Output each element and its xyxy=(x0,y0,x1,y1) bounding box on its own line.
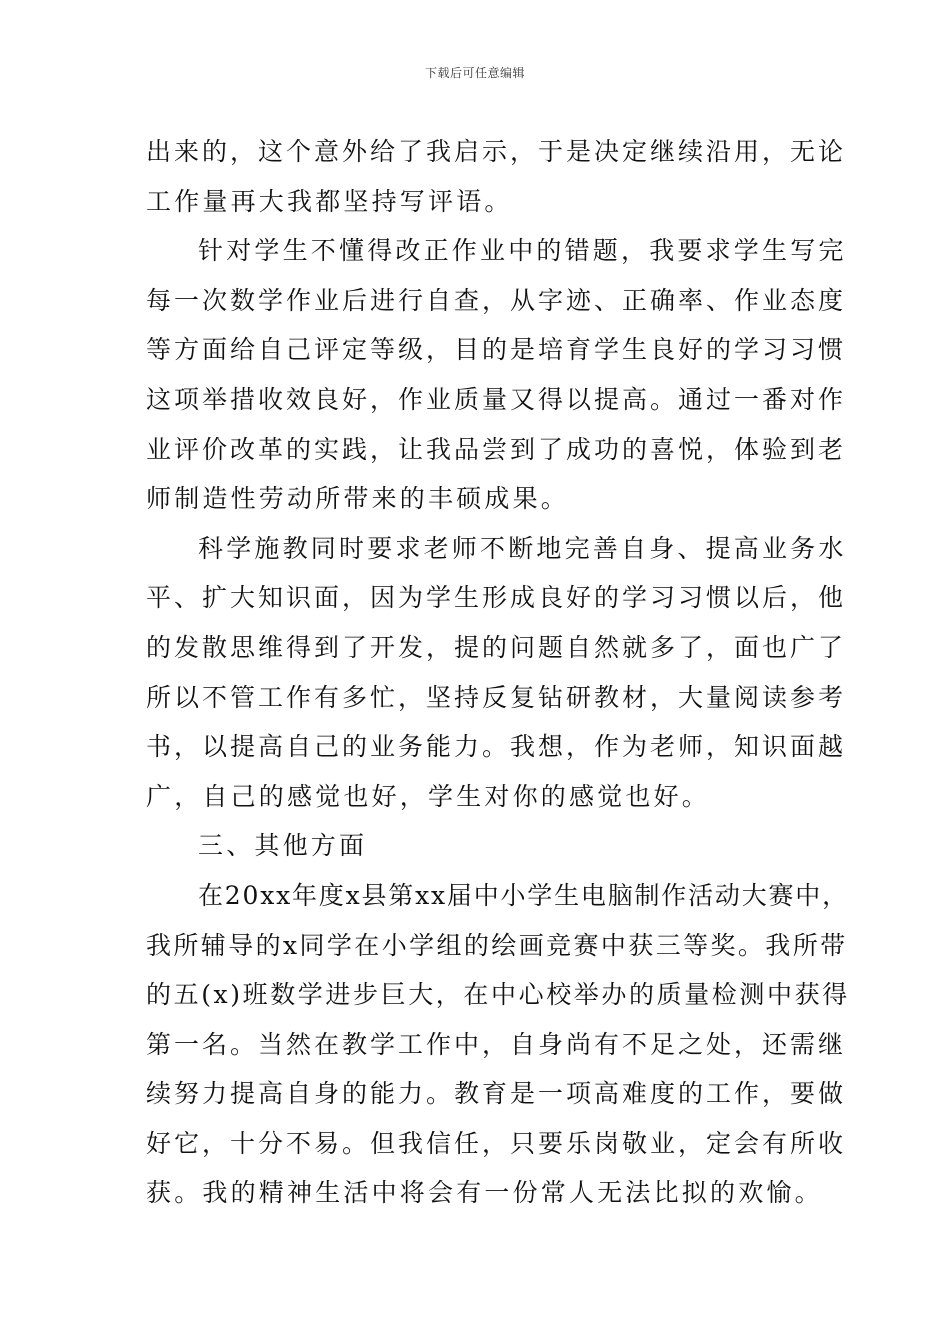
text-line: 续努力提高自身的能力。教育是一项高难度的工作，要做 xyxy=(146,1079,847,1109)
text-line: 科学施教同时要求老师不断地完善自身、提高业务水 xyxy=(198,533,847,563)
text-line: 师制造性劳动所带来的丰硕成果。 xyxy=(146,484,570,514)
text-line: 的五(x)班数学进步巨大，在中心校举办的质量检测中获得 xyxy=(146,980,850,1010)
text-line: 的发散思维得到了开发，提的问题自然就多了，面也广了 xyxy=(146,632,847,662)
text-line: 三、其他方面 xyxy=(198,831,368,861)
text-line: 工作量再大我都坚持写评语。 xyxy=(146,186,513,216)
text-line: 针对学生不懂得改正作业中的错题，我要求学生写完 xyxy=(198,236,847,266)
text-line: 等方面给自己评定等级，目的是培育学生良好的学习习惯 xyxy=(146,335,847,365)
text-line: 出来的，这个意外给了我启示，于是决定继续沿用，无论 xyxy=(146,137,847,166)
document-body xyxy=(146,127,850,1218)
text-line: 广，自己的感觉也好，学生对你的感觉也好。 xyxy=(146,781,711,811)
text-line: 书，以提高自己的业务能力。我想，作为老师，知识面越 xyxy=(146,732,847,762)
text-line: 好它，十分不易。但我信任，只要乐岗敬业，定会有所收 xyxy=(146,1128,847,1158)
text-line: 这项举措收效良好，作业质量又得以提高。通过一番对作 xyxy=(146,384,847,414)
text-line: 每一次数学作业后进行自查，从字迹、正确率、作业态度 xyxy=(146,285,847,315)
text-line: 在20xx年度x县第xx届中小学生电脑制作活动大赛中， xyxy=(198,880,849,910)
text-line: 所以不管工作有多忙，坚持反复钻研教材，大量阅读参考 xyxy=(146,682,847,712)
page-header: 下载后可任意编辑 xyxy=(424,66,525,80)
text-line: 我所辅导的x同学在小学组的绘画竞赛中获三等奖。我所带 xyxy=(146,930,848,960)
text-line: 业评价改革的实践，让我品尝到了成功的喜悦，体验到老 xyxy=(146,434,847,464)
text-line: 第一名。当然在教学工作中，自身尚有不足之处，还需继 xyxy=(146,1029,847,1059)
text-line: 平、扩大知识面，因为学生形成良好的学习习惯以后，他 xyxy=(146,583,847,613)
text-line: 获。我的精神生活中将会有一份常人无法比拟的欢愉。 xyxy=(146,1178,823,1208)
